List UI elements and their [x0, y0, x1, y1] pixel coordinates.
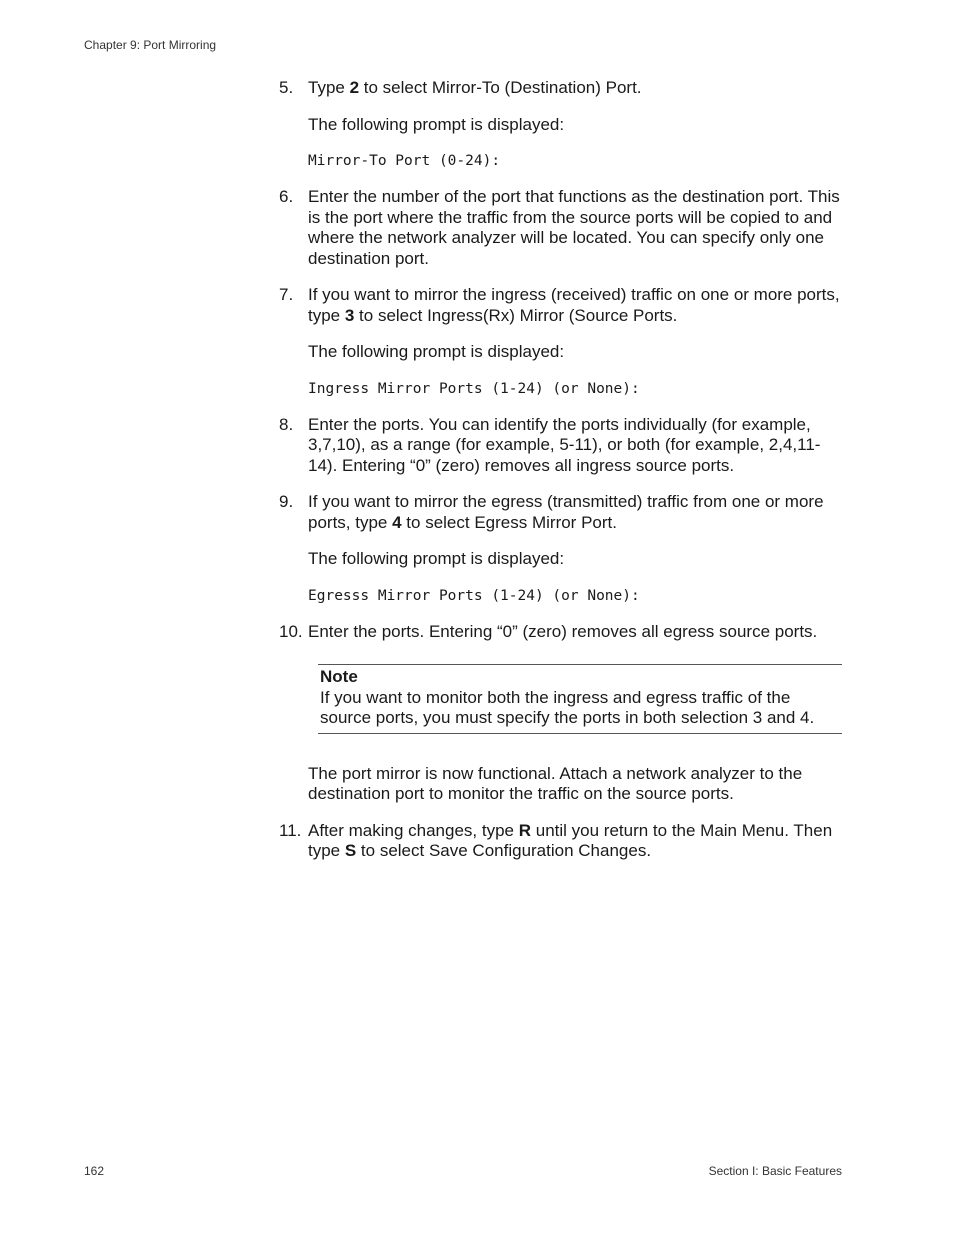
step-text: Enter the number of the port that functions as the destination port. This is the port where the traffic from the source ports will be copied to and where the network analyzer will be located. You can specify only one destination port. — [308, 187, 840, 268]
step-number: 9. — [279, 492, 294, 511]
prompt-intro: The following prompt is displayed: — [308, 549, 565, 568]
page-number: 162 — [84, 1164, 105, 1178]
step-number: 7. — [279, 285, 294, 304]
running-footer: Section I: Basic Features — [708, 1164, 842, 1178]
note-text: If you want to monitor both the ingress and egress traffic of the source ports, you must specify the ports in both selection 3 and 4. — [320, 687, 815, 727]
step-text: until you return to the Main Menu. Then type — [308, 820, 833, 860]
code-prompt: Ingress Mirror Ports (1-24) (or None): — [308, 380, 640, 397]
code-prompt: Egresss Mirror Ports (1-24) (or None): — [308, 587, 640, 604]
step-text: If you want to mirror the egress (transmitted) traffic from one or more ports, type — [308, 492, 824, 532]
key-text: R — [518, 820, 532, 840]
step-number: 8. — [279, 414, 294, 434]
step-number: 6. — [279, 187, 294, 206]
step-9 — [279, 492, 845, 533]
step-text: Type — [308, 78, 350, 97]
step-text: to select Save Configuration Changes. — [356, 841, 652, 860]
key-text: S — [344, 841, 357, 860]
step-text: to select Egress Mirror Port. — [401, 512, 617, 532]
step-8 — [279, 415, 845, 477]
step-7 — [279, 285, 845, 326]
document-body — [279, 78, 845, 878]
key-text: 3 — [344, 305, 355, 325]
step-6 — [279, 187, 845, 269]
step-text: to select Ingress(Rx) Mirror (Source Ports. — [354, 305, 678, 325]
code-prompt: Mirror-To Port (0-24): — [308, 153, 501, 169]
step-text: Enter the ports. You can identify the ports individually (for example, 3,7,10), as a range (for example, 5-11), or both (for example, 2,4,11-14). Entering “0” (zero) removes all ingress source ports. — [308, 414, 821, 475]
step-number: 5. — [279, 78, 294, 97]
status-paragraph: The port mirror is now functional. Attach a network analyzer to the destination port to monitor the traffic on the source ports. — [308, 763, 803, 803]
key-text: 4 — [392, 512, 402, 532]
step-5 — [279, 78, 845, 99]
step-number: 10. — [279, 621, 303, 641]
step-text: to select Mirror-To (Destination) Port. — [359, 78, 642, 97]
step-number: 11. — [279, 820, 302, 840]
step-10 — [279, 622, 845, 643]
note-title: Note — [320, 667, 358, 686]
prompt-intro: The following prompt is displayed: — [308, 342, 565, 361]
step-text: Enter the ports. Entering “0” (zero) removes all egress source ports. — [308, 621, 818, 641]
key-text: 2 — [349, 78, 360, 97]
running-header: Chapter 9: Port Mirroring — [84, 38, 217, 52]
note-box — [318, 664, 842, 734]
step-text: If you want to mirror the ingress (received) traffic on one or more ports, type — [308, 285, 840, 325]
step-11 — [279, 821, 845, 862]
step-text: After making changes, type — [308, 820, 519, 840]
prompt-intro: The following prompt is displayed: — [308, 114, 565, 134]
